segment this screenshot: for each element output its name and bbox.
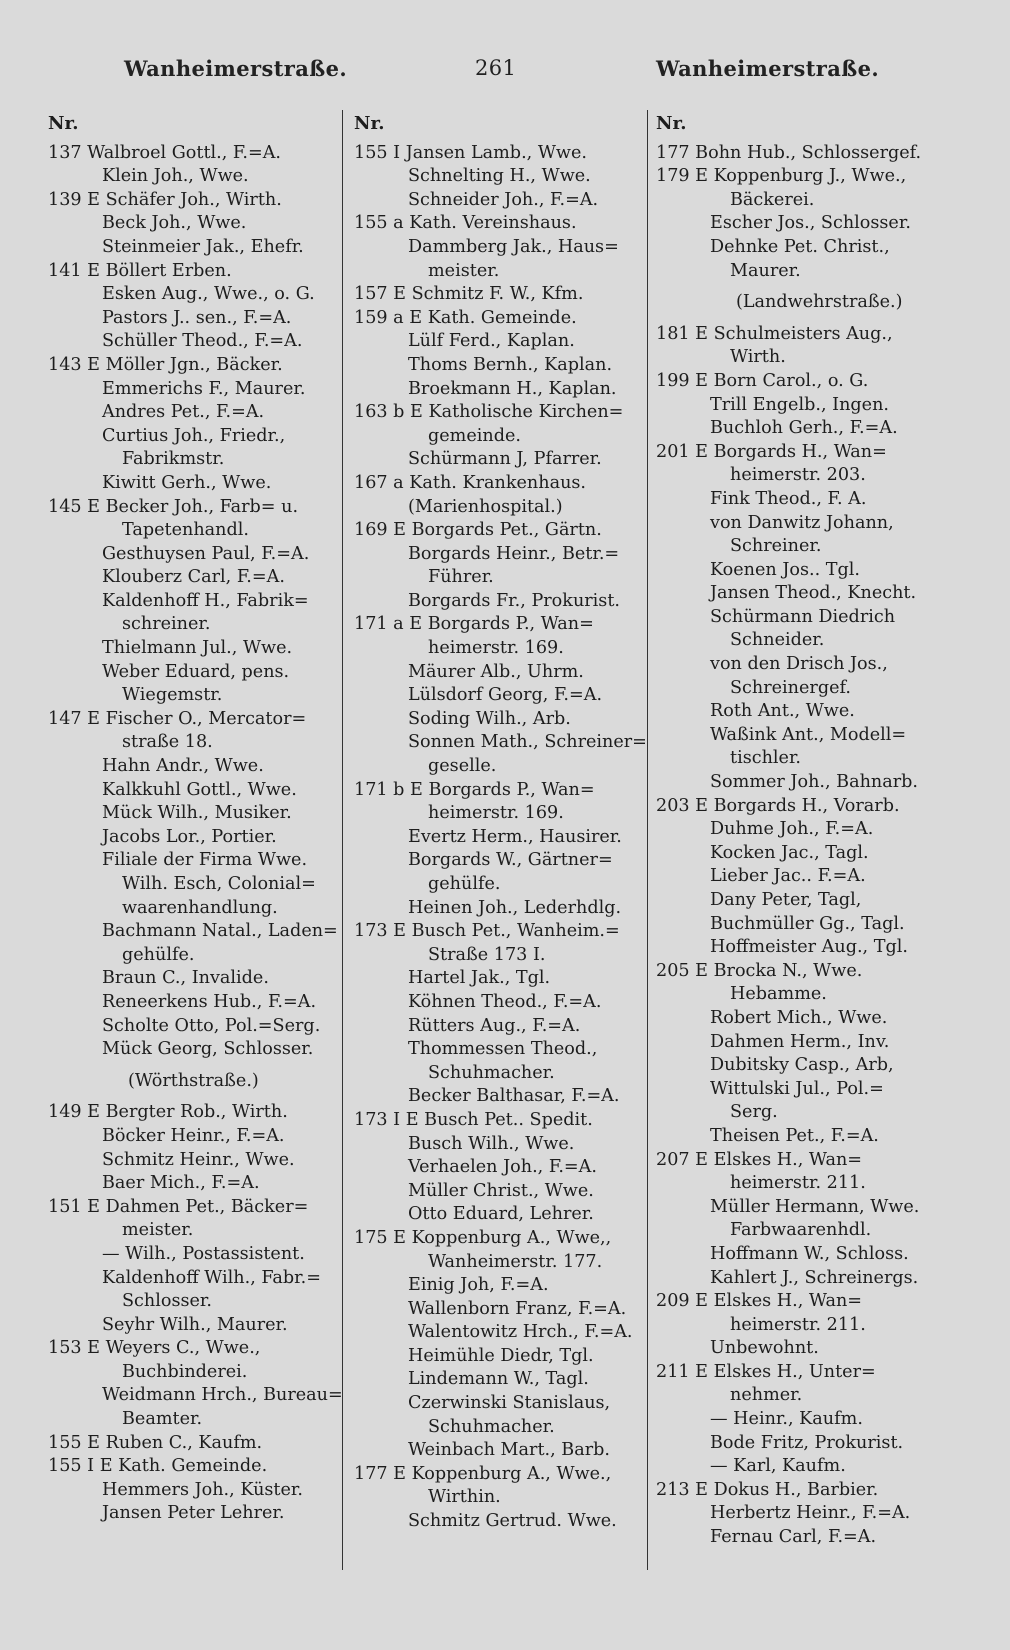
resident-line: Kaldenhoff H., Fabrik= [102, 590, 309, 611]
resident-line: Lülf Ferd., Kaplan. [408, 331, 575, 352]
house-entry: 163 b E Katholische Kirchen= [354, 402, 624, 423]
resident-line: heimerstr. 211. [730, 1173, 866, 1194]
resident-line: Curtius Joh., Friedr., [102, 425, 286, 446]
house-entry: 149 E Bergter Rob., Wirth. [48, 1102, 288, 1123]
resident-line: Mück Wilh., Musiker. [102, 803, 292, 824]
resident-line: Esken Aug., Wwe., o. G. [102, 284, 315, 305]
resident-line: Rütters Aug., F.=A. [408, 1015, 581, 1036]
resident-line: Lieber Jac.. F.=A. [710, 866, 866, 887]
resident-line: Duhme Joh., F.=A. [710, 819, 874, 840]
resident-line: Weber Eduard, pens. [102, 661, 290, 682]
resident-line: Jacobs Lor., Portier. [102, 826, 277, 847]
resident-line: Buchbinderei. [122, 1361, 248, 1382]
house-entry: 177 Bohn Hub., Schlossergef. [656, 142, 922, 163]
resident-line: Kalkkuhl Gottl., Wwe. [102, 779, 297, 800]
resident-line: Schnelting H., Wwe. [408, 166, 591, 187]
column-3 [656, 112, 996, 1550]
running-header-left: Wanheimerstraße. [124, 56, 348, 81]
resident-line: Broekmann H., Kaplan. [408, 378, 617, 399]
resident-line: Escher Jos., Schlosser. [710, 213, 911, 234]
resident-line: Wilh. Esch, Colonial= [122, 874, 316, 894]
resident-line: Andres Pet., F.=A. [102, 402, 265, 423]
resident-line: Gesthuysen Paul, F.=A. [102, 543, 310, 564]
resident-line: Reneerkens Hub., F.=A. [102, 991, 317, 1012]
resident-line: Maurer. [730, 260, 801, 281]
resident-line: Köhnen Theod., F.=A. [408, 991, 602, 1012]
resident-line: Heimühle Diedr, Tgl. [408, 1345, 594, 1366]
resident-line: Steinmeier Jak., Ehefr. [102, 236, 304, 257]
resident-line: Soding Wilh., Arb. [408, 708, 571, 729]
resident-line: Kaldenhoff Wilh., Fabr.= [102, 1267, 321, 1288]
resident-line: Schüller Theod., F.=A. [102, 331, 303, 352]
resident-line: Müller Christ., Wwe. [408, 1180, 594, 1201]
resident-line: Schneider Joh., F.=A. [408, 189, 599, 210]
running-header-right: Wanheimerstraße. [656, 56, 880, 81]
house-entry: 143 E Möller Jgn., Bäcker. [48, 354, 283, 375]
resident-line: Führer. [428, 567, 494, 588]
resident-line: Müller Hermann, Wwe. [710, 1196, 920, 1217]
resident-line: straße 18. [122, 732, 213, 753]
house-entry: 175 E Koppenburg A., Wwe,, [354, 1227, 612, 1248]
resident-line: Borgards Fr., Prokurist. [408, 590, 621, 611]
resident-line: Klouberz Carl, F.=A. [102, 567, 285, 588]
resident-line: Schuhmacher. [428, 1416, 555, 1437]
house-entry: 173 E Busch Pet., Wanheim.= [354, 921, 620, 942]
resident-line: Kocken Jac., Tagl. [710, 842, 869, 863]
house-entry: 209 E Elskes H., Wan= [656, 1291, 863, 1312]
resident-line: Buchmüller Gg., Tagl. [710, 913, 905, 934]
resident-line: von Danwitz Johann, [710, 512, 894, 533]
house-entry: 159 a E Kath. Gemeinde. [354, 307, 577, 328]
resident-line: Schneider. [730, 630, 825, 651]
house-entry: 211 E Elskes H., Unter= [656, 1361, 876, 1382]
resident-line: Schürmann Diedrich [710, 606, 896, 627]
street-section-heading: (Landwehrstraße.) [736, 292, 903, 313]
house-entry: 199 E Born Carol., o. G. [656, 370, 869, 391]
resident-line: Dehnke Pet. Christ., [710, 236, 890, 257]
resident-line: Dammberg Jak., Haus= [408, 236, 619, 257]
resident-line: Unbewohnt. [710, 1338, 819, 1359]
resident-line: Böcker Heinr., F.=A. [102, 1125, 285, 1146]
resident-line: Hemmers Joh., Küster. [102, 1479, 303, 1500]
resident-line: Kahlert J., Schreinergs. [710, 1267, 919, 1288]
resident-line: Scholte Otto, Pol.=Serg. [102, 1015, 321, 1036]
nr-label: Nr. [656, 113, 687, 134]
resident-line: von den Drisch Jos., [710, 654, 888, 675]
resident-line: Bachmann Natal., Laden= [102, 921, 338, 942]
resident-line: — Karl, Kaufm. [710, 1456, 846, 1477]
house-entry: 137 Walbroel Gottl., F.=A. [48, 142, 282, 163]
resident-line: Hoffmeister Aug., Tgl. [710, 937, 908, 958]
resident-line: Dubitsky Casp., Arb, [710, 1055, 894, 1076]
resident-line: Hartel Jak., Tgl. [408, 968, 551, 989]
house-entry: 177 E Koppenburg A., Wwe., [354, 1463, 612, 1484]
resident-line: tischler. [730, 748, 802, 769]
house-entry: 203 E Borgards H., Vorarb. [656, 795, 900, 816]
resident-line: geselle. [428, 756, 497, 777]
resident-line: Dany Peter, Tagl, [710, 890, 862, 910]
resident-line: Roth Ant., Wwe. [710, 701, 855, 722]
resident-line: Seyhr Wilh., Maurer. [102, 1314, 288, 1335]
resident-line: Jansen Peter Lehrer. [102, 1503, 285, 1524]
resident-line: Dahmen Herm., Inv. [710, 1031, 890, 1052]
resident-line: Einig Joh, F.=A. [408, 1275, 549, 1296]
house-entry: 155 E Ruben C., Kaufm. [48, 1432, 263, 1453]
resident-line: Beamter. [122, 1409, 203, 1430]
resident-line: Borgards Heinr., Betr.= [408, 543, 620, 564]
resident-line: gehülfe. [428, 874, 501, 894]
resident-line: — Heinr., Kaufm. [710, 1409, 863, 1430]
resident-line: Verhaelen Joh., F.=A. [408, 1157, 597, 1178]
house-entry: 201 E Borgards H., Wan= [656, 441, 887, 462]
resident-line: Czerwinski Stanislaus, [408, 1393, 611, 1414]
resident-line: Evertz Herm., Hausirer. [408, 826, 622, 847]
resident-line: meister. [122, 1220, 194, 1241]
resident-line: Fabrikmstr. [122, 449, 225, 470]
resident-line: Wirthin. [428, 1487, 501, 1508]
resident-line: Becker Balthasar, F.=A. [408, 1086, 620, 1107]
house-entry: 151 E Dahmen Pet., Bäcker= [48, 1196, 309, 1217]
resident-line: Sommer Joh., Bahnarb. [710, 772, 919, 793]
resident-line: Thoms Bernh., Kaplan. [408, 354, 613, 375]
resident-line: Schreiner. [730, 536, 822, 557]
resident-line: (Marienhospital.) [408, 496, 563, 517]
house-entry: 171 a E Borgards P., Wan= [354, 614, 594, 635]
house-entry: 139 E Schäfer Joh., Wirth. [48, 189, 282, 210]
resident-line: heimerstr. 203. [730, 465, 866, 486]
resident-line: Buchloh Gerh., F.=A. [710, 418, 898, 439]
resident-line: Trill Engelb., Ingen. [710, 394, 890, 415]
resident-line: waarenhandlung. [122, 897, 278, 918]
house-entry: 141 E Böllert Erben. [48, 260, 232, 281]
column-1 [48, 112, 348, 1526]
resident-line: Weinbach Mart., Barb. [408, 1440, 610, 1461]
resident-line: Pastors J.. sen., F.=A. [102, 307, 292, 328]
resident-line: Mück Georg, Schlosser. [102, 1039, 314, 1060]
house-entry: 169 E Borgards Pet., Gärtn. [354, 520, 602, 541]
house-entry: 181 E Schulmeisters Aug., [656, 323, 893, 344]
resident-line: Beck Joh., Wwe. [102, 213, 247, 234]
resident-line: Schmitz Gertrud. Wwe. [408, 1511, 617, 1532]
resident-line: Thielmann Jul., Wwe. [102, 638, 293, 659]
resident-line: Straße 173 I. [428, 944, 546, 965]
resident-line: Filiale der Firma Wwe. [102, 850, 308, 871]
resident-line: Schuhmacher. [428, 1062, 555, 1083]
resident-line: Wanheimerstr. 177. [428, 1251, 603, 1272]
resident-line: Lülsdorf Georg, F.=A. [408, 685, 603, 706]
resident-line: Braun C., Invalide. [102, 968, 269, 989]
house-entry: 157 E Schmitz F. W., Kfm. [354, 284, 584, 305]
resident-line: schreiner. [122, 614, 211, 635]
resident-line: heimerstr. 169. [428, 803, 564, 824]
resident-line: Koenen Jos.. Tgl. [710, 559, 861, 580]
resident-line: gemeinde. [428, 425, 521, 446]
resident-line: Baer Mich., F.=A. [102, 1173, 260, 1194]
resident-line: gehülfe. [122, 944, 195, 965]
resident-line: Heinen Joh., Lederhdlg. [408, 897, 622, 918]
resident-line: Mäurer Alb., Uhrm. [408, 661, 584, 682]
resident-line: Schreinergef. [730, 677, 851, 698]
resident-line: Hahn Andr., Wwe. [102, 756, 264, 777]
resident-line: Schlosser. [122, 1291, 212, 1312]
house-entry: 147 E Fischer O., Mercator= [48, 708, 307, 729]
resident-line: Weidmann Hrch., Bureau= [102, 1385, 343, 1406]
resident-line: Farbwaarenhdl. [730, 1220, 872, 1241]
resident-line: nehmer. [730, 1385, 803, 1406]
nr-label: Nr. [48, 113, 79, 134]
house-entry: 179 E Koppenburg J., Wwe., [656, 166, 907, 187]
resident-line: Jansen Theod., Knecht. [710, 583, 917, 604]
resident-line: Hebamme. [730, 984, 827, 1005]
resident-line: Bode Fritz, Prokurist. [710, 1432, 904, 1453]
resident-line: Wirth. [730, 347, 786, 368]
house-entry: 155 I Jansen Lamb., Wwe. [354, 142, 587, 163]
resident-line: Serg. [730, 1102, 778, 1123]
resident-line: Otto Eduard, Lehrer. [408, 1204, 594, 1225]
resident-line: Walentowitz Hrch., F.=A. [408, 1322, 633, 1343]
resident-line: — Wilh., Postassistent. [102, 1243, 305, 1264]
house-entry: 155 I E Kath. Gemeinde. [48, 1456, 268, 1477]
resident-line: Wittulski Jul., Pol.= [710, 1078, 884, 1099]
resident-line: Wiegemstr. [122, 685, 223, 706]
house-entry: 155 a Kath. Vereinshaus. [354, 213, 577, 234]
resident-line: meister. [428, 260, 500, 281]
resident-line: Kiwitt Gerh., Wwe. [102, 472, 272, 493]
house-entry: 207 E Elskes H., Wan= [656, 1149, 863, 1170]
resident-line: Herbertz Heinr., F.=A. [710, 1503, 911, 1524]
resident-line: Schürmann J, Pfarrer. [408, 449, 602, 470]
resident-line: Sonnen Math., Schreiner= [408, 732, 647, 753]
resident-line: Hoffmann W., Schloss. [710, 1243, 909, 1264]
column-2 [354, 112, 654, 1534]
street-section-heading: (Wörthstraße.) [128, 1070, 259, 1091]
house-entry: 213 E Dokus H., Barbier. [656, 1479, 879, 1500]
house-entry: 167 a Kath. Krankenhaus. [354, 472, 587, 493]
resident-line: Wallenborn Franz, F.=A. [408, 1298, 627, 1319]
resident-line: Bäckerei. [730, 189, 815, 210]
page-number: 261 [475, 56, 517, 80]
house-entry: 145 E Becker Joh., Farb= u. [48, 496, 299, 517]
resident-line: Lindemann W., Tagl. [408, 1369, 589, 1390]
resident-line: Fernau Carl, F.=A. [710, 1527, 877, 1548]
nr-label: Nr. [354, 113, 385, 134]
resident-line: Borgards W., Gärtner= [408, 850, 613, 871]
resident-line: Busch Wilh., Wwe. [408, 1133, 575, 1154]
house-entry: 171 b E Borgards P., Wan= [354, 779, 595, 800]
resident-line: heimerstr. 211. [730, 1314, 866, 1335]
resident-line: Emmerichs F., Maurer. [102, 378, 306, 399]
resident-line: Fink Theod., F. A. [710, 488, 867, 509]
resident-line: Waßink Ant., Modell= [710, 724, 907, 745]
resident-line: Theisen Pet., F.=A. [710, 1125, 879, 1146]
resident-line: Robert Mich., Wwe. [710, 1007, 888, 1028]
house-entry: 205 E Brocka N., Wwe. [656, 960, 863, 981]
resident-line: Klein Joh., Wwe. [102, 166, 249, 187]
house-entry: 173 I E Busch Pet.. Spedit. [354, 1109, 593, 1130]
resident-line: heimerstr. 169. [428, 638, 564, 659]
resident-line: Schmitz Heinr., Wwe. [102, 1149, 295, 1170]
resident-line: Thommessen Theod., [408, 1039, 598, 1060]
house-entry: 153 E Weyers C., Wwe., [48, 1338, 261, 1359]
resident-line: Tapetenhandl. [122, 520, 249, 541]
